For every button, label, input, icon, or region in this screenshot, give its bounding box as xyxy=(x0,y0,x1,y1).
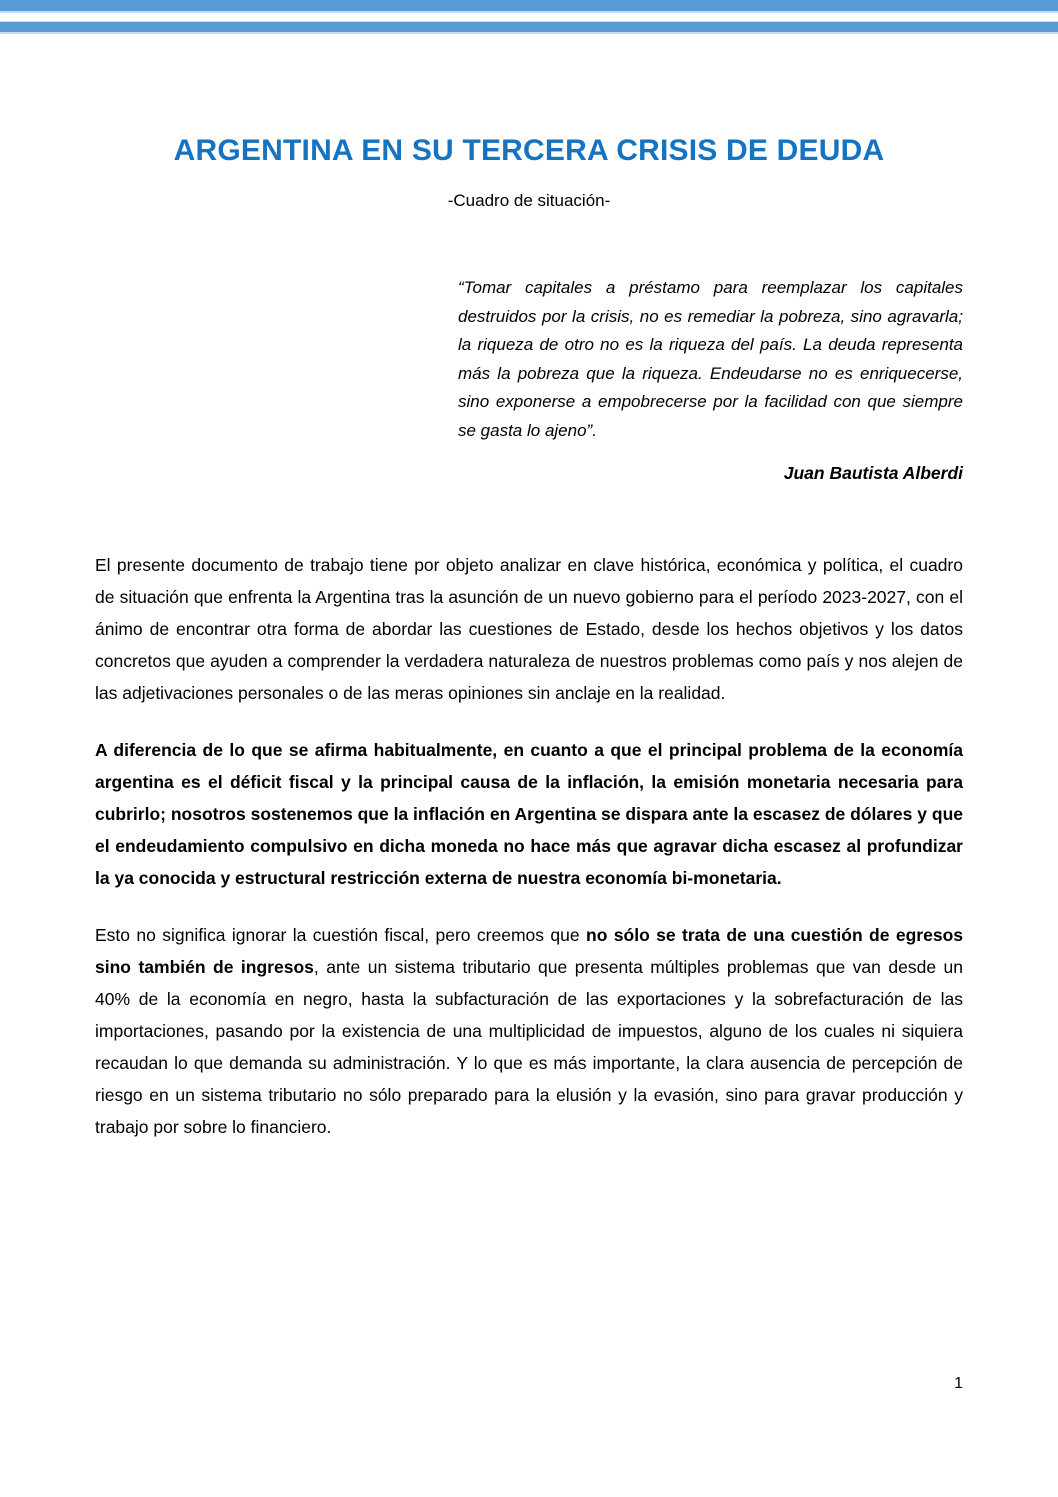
text-run: no sólo se trata de una cuestión de egresos sino también de ingresos xyxy=(95,925,963,977)
flag-stripe-gap xyxy=(0,13,1058,21)
text-run: , ante un sistema tributario que presenta múltiples problemas que van desde un 40% de la economía en negro, hasta la subfacturación de las exportaciones y la sobrefacturación de las importaciones, pasando por la existencia de una multiplicidad de impuestos, alguno de los cuales ni siquiera recaudan lo que demanda su administración. Y lo que es más importante, la clara ausencia de percepción de riesgo en un sistema tributario no sólo preparado para la elusión y la evasión, sino para gravar producción y trabajo por sobre lo financiero. xyxy=(95,957,963,1137)
epigraph-quote: “Tomar capitales a préstamo para reemplazar los capitales destruidos por la crisis, no es remediar la pobreza, sino agravarla; la riqueza de otro no es la riqueza del país. La deuda representa más la pobreza que la riqueza. Endeudarse no es enriquecerse, sino exponerse a empobrecerse por la facilidad con que siempre se gasta lo ajeno”. xyxy=(458,278,963,440)
body-paragraph xyxy=(95,919,963,1143)
text-run: A diferencia de lo que se afirma habitualmente, en cuanto a que el principal problema de la economía argentina es el déficit fiscal y la principal causa de la inflación, la emisión monetaria necesaria para cubrirlo; nosotros sostenemos que la inflación en Argentina se dispara ante la escasez de dólares y que el endeudamiento compulsivo en dicha moneda no hace más que agravar dicha escasez al profundizar la ya conocida y estructural restricción externa de nuestra economía bi-monetaria. xyxy=(95,740,963,888)
flag-stripe-top xyxy=(0,0,1058,13)
document-title: ARGENTINA EN SU TERCERA CRISIS DE DEUDA xyxy=(173,134,885,167)
document-subtitle: -Cuadro de situación- xyxy=(447,191,611,210)
flag-stripe-bottom xyxy=(0,21,1058,34)
page-number: 1 xyxy=(954,1375,963,1392)
body-paragraph xyxy=(95,734,963,894)
body-text xyxy=(95,549,963,1143)
quote-attribution: Juan Bautista Alberdi xyxy=(783,463,963,483)
text-run: Esto no significa ignorar la cuestión fiscal, pero creemos que xyxy=(95,925,587,945)
text-run: El presente documento de trabajo tiene por objeto analizar en clave histórica, económica y política, el cuadro de situación que enfrenta la Argentina tras la asunción de un nuevo gobierno para el período 2023-2027, con el ánimo de encontrar otra forma de abordar las cuestiones de Estado, desde los hechos objetivos y los datos concretos que ayuden a comprender la verdadera naturaleza de nuestros problemas como país y nos alejen de las adjetivaciones personales o de las meras opiniones sin anclaje en la realidad. xyxy=(95,555,963,703)
body-paragraph xyxy=(95,549,963,709)
